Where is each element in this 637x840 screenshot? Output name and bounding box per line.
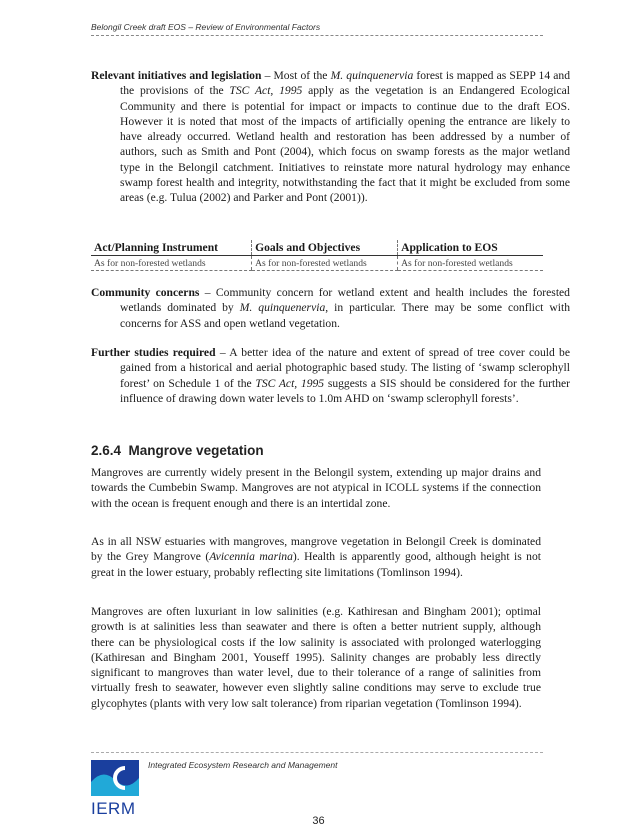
logo-wordmark: IERM	[91, 799, 136, 818]
text-run: As in all NSW estuaries with mangroves, mangrove vegetation in Belongil Creek is dominated by the Grey Mangrove (	[91, 535, 541, 564]
table-cell: As for non-forested wetlands	[252, 256, 398, 271]
text-run: , in particular. There may be some conflict with concerns for ASS and open wetland vegetation.	[120, 301, 570, 330]
footer-divider	[91, 752, 543, 753]
table-cell: As for non-forested wetlands	[91, 256, 252, 271]
species-name: Avicennia marina	[209, 550, 293, 564]
text-run: ). Health is apparently good, although height is not great in the lower estuary, probably reflecting site limitations (Tomlinson 1994).	[91, 550, 541, 579]
further-studies-heading: Further studies required	[91, 346, 216, 359]
text-run: – Community concern for wetland extent and health includes the forested wetlands dominated by	[120, 286, 570, 315]
table-header-cell: Application to EOS	[398, 240, 543, 256]
mangrove-paragraph-1: Mangroves are currently widely present in the Belongil system, extending up major drains and towards the Cumbebin Swamp. Mangroves are not atypical in ICOLL systems if the connection with the ocean is frequent enough and there is an intertidal zone.	[91, 466, 541, 510]
further-studies-paragraph	[91, 345, 570, 406]
mangrove-paragraph-3: Mangroves are often luxuriant in low salinities (e.g. Kathiresan and Bingham 2001); optimal growth is at salinities less than seawater and there is often a better nutrient supply, although there can be physiological costs if the low salinity is associated with prolonged waterlogging (Kathiresan and Bingham 2001, Youseff 1995). Salinity changes are probably less directly significant to mangroves than water level, due to their tolerance of a range of salinities from virtually fresh to seawater, however even slightly saline conditions may serve to exclude true glycophytes (plants with very low salt tolerance) from riparian vegetation (Tomlinson 1994).	[91, 605, 541, 710]
text-run: – A better idea of the nature and extent of spread of tree cover could be gained from a historical and aerial photographic based study. The listing of ‘swamp sclerophyll forest’ on Schedule 1 of the	[120, 346, 570, 390]
species-name: M. quinquenervia	[239, 301, 326, 315]
text-run: forest is mapped as SEPP 14 and the provisions of the	[120, 69, 571, 98]
running-header: Belongil Creek draft EOS – Review of Environmental Factors	[91, 22, 321, 32]
table-header-row	[91, 240, 543, 256]
applicability-table	[91, 240, 543, 271]
relevant-initiatives-paragraph	[91, 68, 570, 206]
text-run: apply as the vegetation is an Endangered Ecological Community and there is potential for impact or impacts to continue due to the draft EOS. However it is noted that most of the impacts of artificially opening the entrance are likely to have already occurred. Wetland health and restoration has been addressed by a number of authors, such as Smith and Pont (2004), which focus on swamp forests as the major wetland type in the Belongil catchment. Initiatives to reinstate more natural hydrology may enhance swamp forest health and integrity, notwithstanding the fact that it might be excluded from some areas (e.g. Tulua (2002) and Parker and Pont (2001)).	[120, 84, 571, 205]
table-cell: As for non-forested wetlands	[398, 256, 543, 271]
species-name: M. quinquenervia	[330, 69, 414, 82]
section-heading	[91, 443, 264, 458]
community-concerns-heading: Community concerns	[91, 286, 200, 299]
footer-organisation: Integrated Ecosystem Research and Management	[148, 760, 338, 770]
text-run: – Most of the	[261, 69, 331, 82]
header-divider	[91, 35, 543, 36]
relevant-initiatives-heading: Relevant initiatives and legislation	[91, 69, 262, 82]
community-concerns-paragraph	[91, 285, 570, 331]
section-number: 2.6.4	[91, 443, 122, 458]
act-name: TSC Act, 1995	[255, 376, 325, 390]
text-run: suggests a SIS should be considered for the further influence of drawing down water levels to 1.0m AHD on ‘swamp sclerophyll forests’.	[120, 376, 571, 405]
table-header-cell: Act/Planning Instrument	[91, 240, 252, 256]
ierm-logo-icon	[91, 760, 139, 796]
table-header-cell: Goals and Objectives	[252, 240, 398, 256]
table-row	[91, 256, 543, 271]
page-number: 36	[312, 815, 325, 827]
section-title: Mangrove vegetation	[128, 443, 264, 458]
mangrove-paragraph-2	[91, 534, 541, 580]
act-name: TSC Act, 1995	[229, 84, 303, 98]
